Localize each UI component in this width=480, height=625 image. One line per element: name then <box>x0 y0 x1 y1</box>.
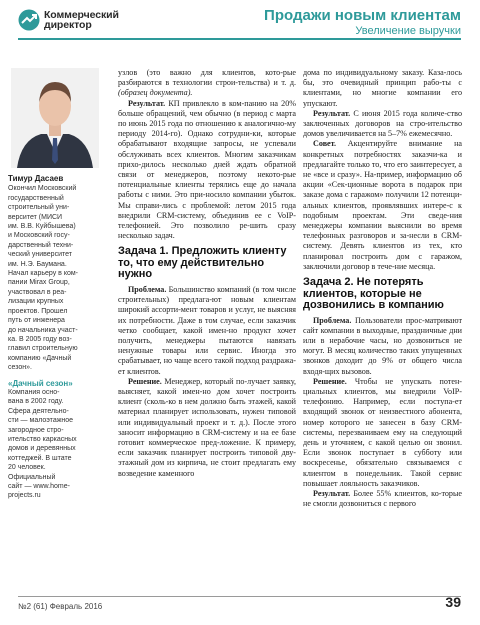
paragraph: Проблема. Пользователи прос-матривают сайт компании в выходные, праздничные дни или в нерабочие часы, но дозвониться не могут. В месяц количество таких упущенных звонков доходит до 9% от общего числа входя-щих вызовов. <box>303 315 462 376</box>
task-2-heading: Задача 2. Не потерять клиентов, которые не дозвонились в компанию <box>303 276 444 312</box>
paragraph: Решение. Чтобы не упускать потен-циальных клиентов, мы внедрили VoIP-телефонию. Например, если поступа-ет входящий звонок от неизвестного абонента, номер которого не занесен в базу CRM-системы, перезваниваем ему на следующий день и уточняем, с какой целью он звонил. Если звонок поступает в субботу или воскресенье, обязательно связываемся с клиентом в понедельник. Такой сервис повышает лояльность заказчиков. <box>303 376 462 488</box>
paragraph: Результат. КП привлекло в ком-панию на 20% больше обращений, чем обычно (в период с марта по июнь 2015 года по отношению к аналогично-му периоду 2014-го). Однако сотрудни-ки, которые обрабатывают входящие запросы, не успевали обслуживать всех клиентов. Многим заказчикам прихо-дилось несколько дней ждать обратной связи от менеджеров, поэтому некото-рые потенциальные клиенты терялись еще до начала работы с ними. Это при-носило компании убыток. Мы справи-лись с проблемой: летом 2015 года внедрили CRM-систему, объединив ее с VoIP-телефонией. Это позволило ре-шить сразу несколько задач. <box>118 98 296 241</box>
author-sidebar <box>8 68 111 501</box>
paragraph: Результат. С июня 2015 года количе-ство заключенных договоров на стро-ительство домов увеличивается на 5–7% ежемесячно. <box>303 108 462 139</box>
footer-rule <box>18 596 461 597</box>
article-column-2 <box>303 68 462 509</box>
section-subtitle: Увеличение выручки <box>355 25 461 37</box>
author-name: Тимур Дасаев <box>8 174 64 183</box>
paragraph: Совет. Акцентируйте внимание на конкретных потребностях заказчи-ка и предлагайте только то, что его заинтересует, а не «все и сразу». На-пример, информацию об акции «Сек-ционные ворота в подарок при заказе дома с гаражом» получили 12 потенци-альных клиентов, проявлявших интере-с к подобным проектам. Эти сведе-ния менеджеры компании выяснили во время телефонных разговоров и за-несли в CRM-систему. Девять клиентов из тех, кто планировал построить дом с гаражом, заключили договор в тече-ние месяца. <box>303 139 462 271</box>
logo-line2: директор <box>44 19 92 31</box>
author-bio: Окончил Московский государственный строительный уни- верситет (МИСИ им. В.В. Куйбышева) и Московский госу- дарственный техни- ческий университет им. Н.Э. Баумана. Начал карьеру в ком- пании Mirax Group, участвовал в реа- лизации крупных проектов. Прошел путь от инженера до начальника участ- ка. В 2005 году воз- главил строительную компанию «Дачный сезон». <box>8 185 79 372</box>
logo-line1: Коммерческий <box>44 9 119 21</box>
paragraph: Результат. Более 55% клиентов, ко-торые не смогли дозвониться с первого <box>303 489 462 509</box>
logo-mark-icon <box>18 9 40 31</box>
company-name: «Дачный сезон» <box>8 378 73 388</box>
paragraph: узлов (это важно для клиентов, кото-рые разбираются в технологии строи-тельства) и т. д. (образец документа). <box>118 68 296 98</box>
paragraph: Решение. Менеджер, который по-лучает заявку, выясняет, какой имен-но дом хочет построить клиент (сколь-ко в нем должно быть этажей, какой материал планирует использовать, нужен типовой или индивидуальный проект и т. д.). После этого заносит информацию в CRM-систему и на ее базе готовит коммерческое пред-ложение. К примеру, если заказчик планирует построить типовой дву-этажный дом из кирпича, не стоит предлагать ему возведение каменного <box>118 376 296 478</box>
section-title <box>264 8 461 38</box>
page-number: 39 <box>445 594 461 610</box>
issue-info: №2 (61) Февраль 2016 <box>18 602 103 611</box>
company-info: Компания осно- вана в 2002 году. Сфера деятельно- сти — малоэтажное загородное стро- ительство каркасных домов и деревянных коттеджей. В штате 20 человек. Официальный сайт — www.home- projects.ru <box>8 388 77 500</box>
task-1-heading: Задача 1. Предложить клиенту то, что ему действительно нужно <box>118 245 287 281</box>
logo-text <box>44 10 119 30</box>
paragraph: Проблема. Большинство компаний (в том числе строительных) предлага-ют новым клиентам широкий ассорти-мент товаров и услуг, не выясняя их потребности. Даже в том случае, если заказчик четко сообщает, какой имен-но продукт хочет получить, менеджеры пытаются навязать ненужные товары или сервис. Иногда это срабатывает, но чаще всего такой подход раздража-ет клиентов. <box>118 284 296 376</box>
magazine-logo <box>18 9 119 31</box>
author-portrait <box>11 68 99 168</box>
page-header <box>0 0 480 40</box>
header-rule <box>18 38 461 40</box>
article-column-1 <box>118 68 296 479</box>
paragraph: дома по индивидуальному заказу. Каза-лось бы, это очевидный принцип рабо-ты с клиентами, но многие компании его упускают. <box>303 68 462 108</box>
section-title-main: Продажи новым клиентам <box>264 7 461 24</box>
